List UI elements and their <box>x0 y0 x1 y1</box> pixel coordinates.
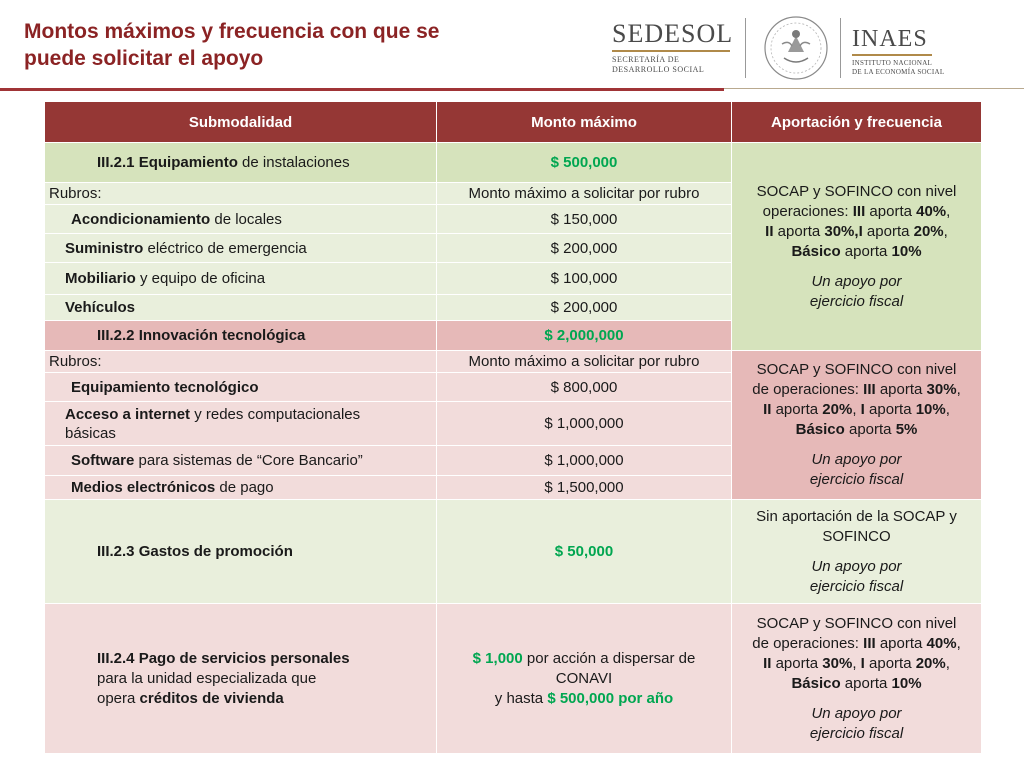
s4-aport-line4: Básico aporta 10% <box>791 674 922 692</box>
s1-title-bold: Equipamiento <box>138 154 238 171</box>
page-title <box>24 18 544 72</box>
s1-item-amount: $ 200,000 <box>437 234 732 263</box>
s1-item-amount: $ 150,000 <box>437 205 732 234</box>
sedesol-logo <box>612 20 732 75</box>
s1-aport-line2: operaciones: III aporta 40%, <box>762 202 951 220</box>
s3-freq1: Un apoyo por <box>811 557 902 575</box>
s3-title: III.2.3 Gastos de promoción <box>45 500 437 604</box>
s2-item-amount: $ 1,000,000 <box>437 446 732 476</box>
sedesol-logo-bar <box>612 50 730 52</box>
s1-title-rest: de instalaciones <box>237 154 350 171</box>
sedesol-logo-sub2: DESARROLLO SOCIAL <box>612 65 705 74</box>
s1-freq2: ejercicio fiscal <box>809 292 904 310</box>
s2-freq1: Un apoyo por <box>811 451 902 468</box>
inaes-logo <box>852 26 952 77</box>
header-divider-thin <box>724 88 1024 89</box>
s1-freq1: Un apoyo por <box>811 272 902 290</box>
s2-item: Software para sistemas de “Core Bancario” <box>45 446 437 476</box>
s1-aport-line1: SOCAP y SOFINCO con nivel <box>756 182 957 200</box>
s1-item-amount: $ 100,000 <box>437 263 732 295</box>
s4-line2: para la unidad especializada que <box>97 669 317 687</box>
s4-aport-line3: II aporta 30%, I aporta 20%, <box>763 654 950 672</box>
inaes-logo-name: INAES <box>852 26 928 52</box>
s1-item-amount: $ 200,000 <box>437 295 732 321</box>
s3-aport-line2: SOFINCO <box>822 527 891 545</box>
s1-aport-line3: II aporta 30%,I aporta 20%, <box>765 222 948 240</box>
s4-aport-line2: de operaciones: III aporta 40%, <box>752 634 961 652</box>
s2-item: Acceso a internet y redes computacionales básicas <box>45 402 437 446</box>
header-aportacion: Aportación y frecuencia <box>732 102 982 143</box>
s4-amount-line3: y hasta $ 500,000 por año <box>494 689 674 707</box>
table-row <box>45 604 982 754</box>
s4-aportacion <box>732 604 982 754</box>
sedesol-logo-sub1: SECRETARÍA DE <box>612 55 680 64</box>
s1-rubros-monto: Monto máximo a solicitar por rubro <box>437 183 732 205</box>
support-table <box>44 101 982 754</box>
page-title-line2: puede solicitar el apoyo <box>24 47 264 70</box>
s4-amount-line2: CONAVI <box>555 669 613 687</box>
table-row <box>45 351 982 373</box>
header-divider <box>0 88 724 91</box>
s4-title: III.2.4 Pago de servicios personales <box>97 649 350 667</box>
header-monto-maximo: Monto máximo <box>437 102 732 143</box>
s2-item: Equipamiento tecnológico <box>45 373 437 402</box>
s2-rubros-label: Rubros: <box>45 351 437 373</box>
table-row <box>45 500 982 604</box>
s2-item: Medios electrónicos de pago <box>45 476 437 500</box>
s2-item-amount: $ 1,000,000 <box>437 402 732 446</box>
s4-line3: opera créditos de vivienda <box>97 689 284 707</box>
s2-aport-line4: Básico aporta 5% <box>795 421 918 438</box>
s1-aportacion <box>732 143 982 351</box>
s1-title-cell <box>45 143 437 183</box>
s2-aport-line1: SOCAP y SOFINCO con nivel <box>756 361 957 378</box>
s2-item-amount: $ 1,500,000 <box>437 476 732 500</box>
table-row <box>45 143 982 183</box>
inaes-logo-sub1: INSTITUTO NACIONAL <box>852 59 933 67</box>
s1-rubros-label: Rubros: <box>45 183 437 205</box>
s4-freq1: Un apoyo por <box>811 704 902 722</box>
s2-rubros-monto: Monto máximo a solicitar por rubro <box>437 351 732 373</box>
s4-aport-line1: SOCAP y SOFINCO con nivel <box>756 614 957 632</box>
s2-aportacion <box>732 351 982 500</box>
s4-amount-line1: $ 1,000 por acción a dispersar de <box>472 649 696 667</box>
s3-amount: $ 50,000 <box>437 500 732 604</box>
s2-item-amount: $ 800,000 <box>437 373 732 402</box>
s1-amount: $ 500,000 <box>437 143 732 183</box>
s2-freq2: ejercicio fiscal <box>809 471 904 488</box>
logo-divider <box>840 18 841 78</box>
logo-divider <box>745 18 746 78</box>
inaes-logo-bar <box>852 54 932 56</box>
table-header-row <box>45 102 982 143</box>
s3-aport-line1: Sin aportación de la SOCAP y <box>756 507 957 525</box>
s3-aportacion <box>732 500 982 604</box>
s4-freq2: ejercicio fiscal <box>809 724 904 742</box>
s2-aport-line2: de operaciones: III aporta 30%, <box>752 381 961 398</box>
s1-item: Vehículos <box>45 295 437 321</box>
s1-item: Acondicionamiento de locales <box>45 205 437 234</box>
page-title-line1: Montos máximos y frecuencia con que se <box>24 20 440 43</box>
s3-freq2: ejercicio fiscal <box>809 577 904 595</box>
s1-aport-line4: Básico aporta 10% <box>791 242 922 260</box>
header-submodalidad: Submodalidad <box>45 102 437 143</box>
s1-code: III.2.1 <box>97 154 135 171</box>
inaes-logo-sub2: DE LA ECONOMÍA SOCIAL <box>852 68 945 76</box>
sedesol-logo-name: SEDESOL <box>612 19 734 48</box>
s1-item: Mobiliario y equipo de oficina <box>45 263 437 295</box>
s4-title-cell <box>45 604 437 754</box>
s1-item: Suministro eléctrico de emergencia <box>45 234 437 263</box>
s2-aport-line3: II aporta 20%, I aporta 10%, <box>763 401 950 418</box>
s4-amount-cell <box>437 604 732 754</box>
mexico-seal-icon <box>762 14 830 82</box>
s2-amount: $ 2,000,000 <box>437 321 732 351</box>
s2-title: III.2.2 Innovación tecnológica <box>45 321 437 351</box>
